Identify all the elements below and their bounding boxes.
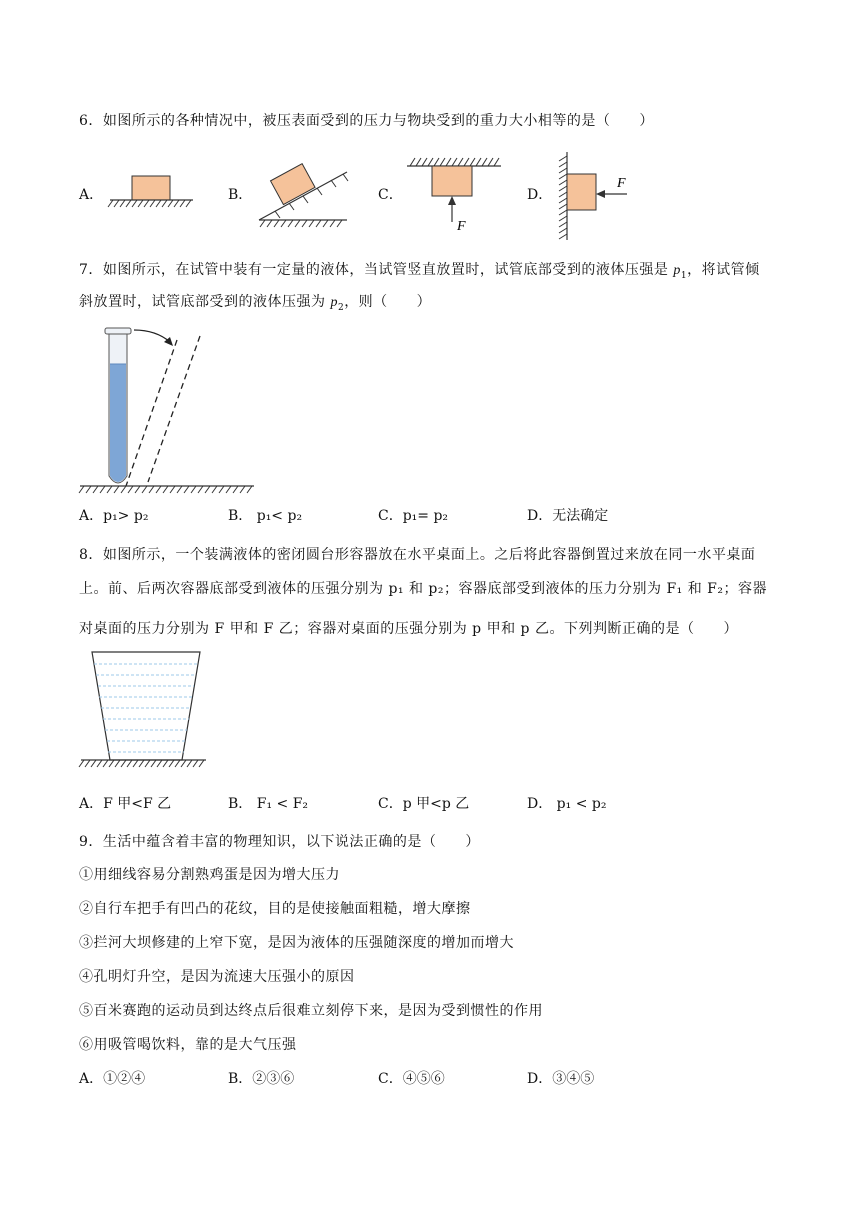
q9-item-5: ⑤百米赛跑的运动员到达终点后很难立刻停下来，是因为受到惯性的作用: [79, 1003, 543, 1019]
q6-stem: 6．如图所示的各种情况中，被压表面受到的压力与物块受到的重力大小相等的是（ ）: [79, 113, 654, 129]
q6-figure-b: [255, 152, 355, 232]
q7-var-sub2: 2: [337, 302, 345, 313]
q6-option-b[interactable]: B．: [228, 187, 253, 203]
q7-stem-line1: [79, 261, 760, 285]
q7-var-p2: p: [330, 295, 338, 310]
q8-option-c[interactable]: C．p 甲<p 乙: [378, 796, 470, 812]
q8-stem-line3: 对桌面的压力分别为 F 甲和 F 乙；容器对桌面的压强分别为 p 甲和 p 乙。下列判断正确的是（ ）: [79, 621, 738, 637]
q6-figure-c: [404, 152, 504, 236]
q7-option-a[interactable]: A．p₁> p₂: [79, 508, 149, 524]
q9-item-3: ③拦河大坝修建的上窄下宽，是因为液体的压强随深度的增加而增大: [79, 935, 514, 951]
q9-option-d[interactable]: D．③④⑤: [527, 1071, 595, 1087]
q8-stem-line1: 8．如图所示，一个装满液体的密闭圆台形容器放在水平桌面上。之后将此容器倒置过来放在同一水平桌面: [79, 547, 756, 563]
q6-figure-a: [105, 172, 195, 212]
q7-option-d[interactable]: D．无法确定: [527, 508, 609, 524]
q7-option-b[interactable]: B． p₁< p₂: [228, 508, 303, 524]
q9-item-6: ⑥用吸管喝饮料，靠的是大气压强: [79, 1037, 297, 1053]
q6-force-label-d: F: [617, 176, 626, 191]
q9-option-b[interactable]: B．②③⑥: [228, 1071, 295, 1087]
q7-stem-line1-end: ，将试管倾: [687, 262, 760, 278]
q9-option-a[interactable]: A．①②④: [79, 1071, 146, 1087]
q9-item-4: ④孔明灯升空，是因为流速大压强小的原因: [79, 969, 355, 985]
q7-stem-line2-text: 斜放置时，试管底部受到的液体压强为: [79, 294, 331, 310]
q7-var-sub: 1: [680, 270, 688, 281]
q6-option-d[interactable]: D．: [527, 187, 553, 203]
q8-option-a[interactable]: A．F 甲<F 乙: [79, 796, 172, 812]
q6-figure-d: [555, 150, 645, 242]
q6-force-label-c: F: [457, 219, 466, 234]
q6-option-a[interactable]: A．: [79, 187, 104, 203]
q8-option-b[interactable]: B． F₁ < F₂: [228, 796, 309, 812]
q9-option-c[interactable]: C．④⑤⑥: [378, 1071, 445, 1087]
q9-stem: 9．生活中蕴含着丰富的物理知识，以下说法正确的是（ ）: [79, 834, 480, 850]
q7-stem-line2-end: ，则（ ）: [344, 294, 432, 310]
q8-stem-line2: 上。前、后两次容器底部受到液体的压强分别为 p₁ 和 p₂；容器底部受到液体的压力分别为 F₁ 和 F₂；容器: [79, 581, 767, 597]
q7-option-c[interactable]: C．p₁= p₂: [378, 508, 449, 524]
q7-var-p: p: [673, 263, 681, 278]
q7-stem-line1-text: 7．如图所示，在试管中装有一定量的液体，当试管竖直放置时，试管底部受到的液体压强是: [79, 262, 674, 278]
q8-figure-container: [78, 648, 210, 774]
q9-item-1: ①用细线容易分割熟鸡蛋是因为增大压力: [79, 867, 340, 883]
q7-stem-line2: [79, 293, 431, 317]
q6-option-c[interactable]: C．: [378, 187, 403, 203]
q9-item-2: ②自行车把手有凹凸的花纹，目的是使接触面粗糙，增大摩擦: [79, 901, 471, 917]
q8-option-d[interactable]: D． p₁ < p₂: [527, 796, 607, 812]
q7-figure-test-tube: [78, 322, 258, 494]
